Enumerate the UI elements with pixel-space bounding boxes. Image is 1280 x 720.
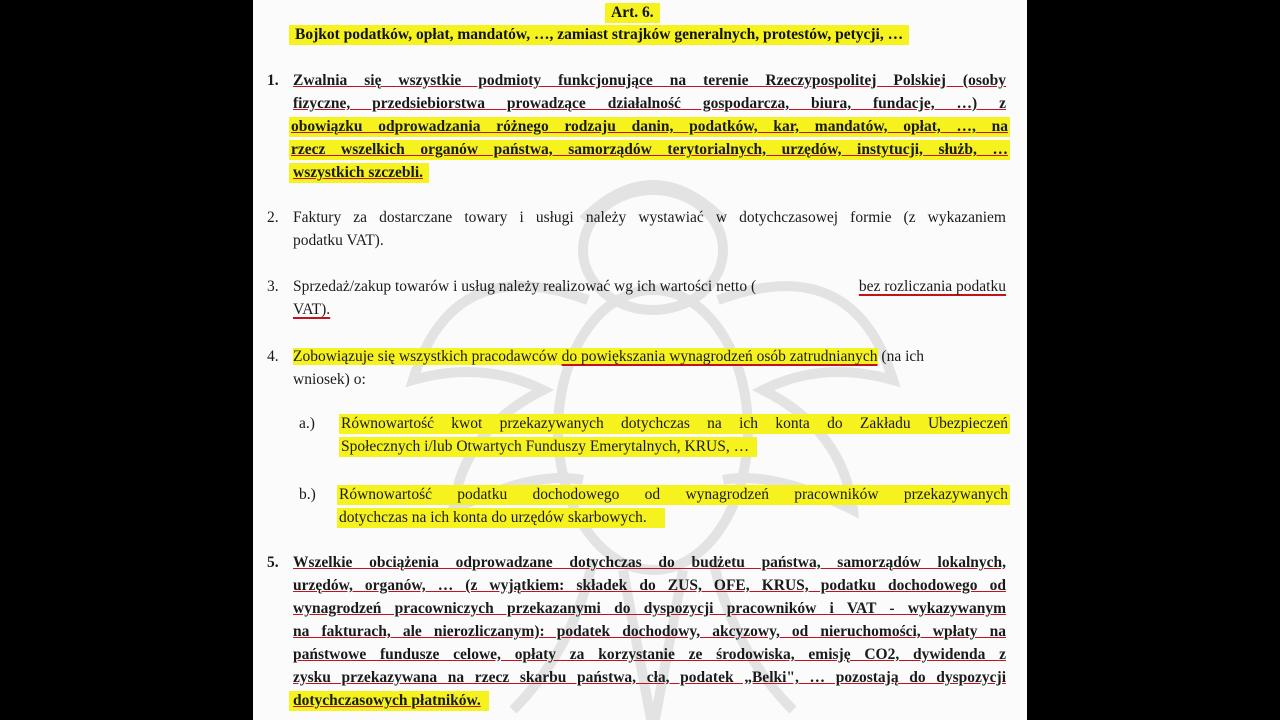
item5-line5: państwowe fundusze celowe, opłaty za korzystanie ze środowiska, emisję CO2, dywidenda z bbox=[293, 646, 1006, 663]
item2-line1: Faktury za dostarczane towary i usługi należy wystawiać w dotychczasowej formie (z wykazaniem bbox=[293, 209, 1006, 226]
subitem-label: a.) bbox=[299, 415, 315, 432]
item4-line2: wniosek) o: bbox=[293, 371, 366, 388]
item-number: 1. bbox=[267, 72, 279, 89]
article-title: Art. 6. bbox=[605, 3, 660, 23]
item-number: 3. bbox=[267, 278, 279, 295]
item5-line2: urzędów, organów, … (z wyjątkiem: składek do ZUS, OFE, KRUS, podatku dochodowego od bbox=[293, 577, 1006, 594]
item1-line1: Zwalnia się wszystkie podmioty funkcjonujące na terenie Rzeczypospolitej Polskiej (osoby bbox=[293, 72, 1006, 89]
item4-line1 bbox=[293, 347, 1006, 367]
item2-line2: podatku VAT). bbox=[293, 232, 384, 249]
item1-line4: rzecz wszelkich organów państwa, samorządów terytorialnych, urzędów, instytucji, służb, … bbox=[291, 141, 1008, 158]
item1-line2: fizyczne, przedsiebiorstwa prowadzące działalność gospodarcza, biura, fundacje, …) z bbox=[293, 95, 1006, 112]
item4-underlined-text: do powiększania wynagrodzeń osób zatrudnianych bbox=[561, 348, 878, 365]
item-number: 2. bbox=[267, 209, 279, 226]
item4-text-start: Zobowiązuje się wszystkich pracodawców bbox=[293, 348, 562, 365]
item5-line4: na fakturach, ale nierozliczanym): podatek dochodowy, akcyzowy, od nieruchomości, wpłaty na bbox=[293, 623, 1006, 640]
item5-line6: zysku przekazywana na rzecz skarbu państwa, cła, podatek „Belki", … pozostają do dyspozycji bbox=[293, 669, 1006, 686]
item1-line3: obowiązku odprowadzania różnego rodzaju danin, podatków, kar, mandatów, opłat, …, na bbox=[291, 118, 1008, 135]
item5-line3: wynagrodzeń pracowniczych przekazanymi do dyspozycji pracowników i VAT - wykazywanym bbox=[293, 600, 1006, 617]
article-subtitle: Bojkot podatków, opłat, mandatów, …, zamiast strajków generalnych, protestów, petycji, … bbox=[289, 25, 909, 45]
subitem-label: b.) bbox=[299, 486, 316, 503]
document-page bbox=[253, 0, 1027, 720]
subitem-a-line1: Równowartość kwot przekazywanych dotychczas na ich konta do Zakładu Ubezpieczeń bbox=[341, 415, 1008, 432]
item5-line1: Wszelkie obciążenia odprowadzane dotychczas do budżetu państwa, samorządów lokalnych, bbox=[293, 554, 1006, 571]
item3-underlined-text: bez rozliczania podatku bbox=[858, 278, 1006, 295]
item3-text: Sprzedaż/zakup towarów i usług należy realizować wg ich wartości netto ( bbox=[293, 278, 757, 295]
item1-line5: wszystkich szczebli. bbox=[289, 163, 429, 183]
item3-line2: VAT). bbox=[293, 301, 331, 318]
item4-text-end: (na ich bbox=[877, 348, 925, 365]
item3-line1 bbox=[293, 277, 1006, 297]
item5-line7: dotychczasowych płatników. bbox=[289, 691, 489, 711]
item-number: 4. bbox=[267, 348, 279, 365]
subitem-a-line2: Społecznych i/lub Otwartych Funduszy Emerytalnych, KRUS, … bbox=[339, 437, 757, 457]
subitem-b-line2: dotychczas na ich konta do urzędów skarbowych. bbox=[337, 508, 665, 528]
subitem-b-line1: Równowartość podatku dochodowego od wynagrodzeń pracowników przekazywanych bbox=[339, 486, 1008, 503]
item-number: 5. bbox=[267, 554, 279, 571]
